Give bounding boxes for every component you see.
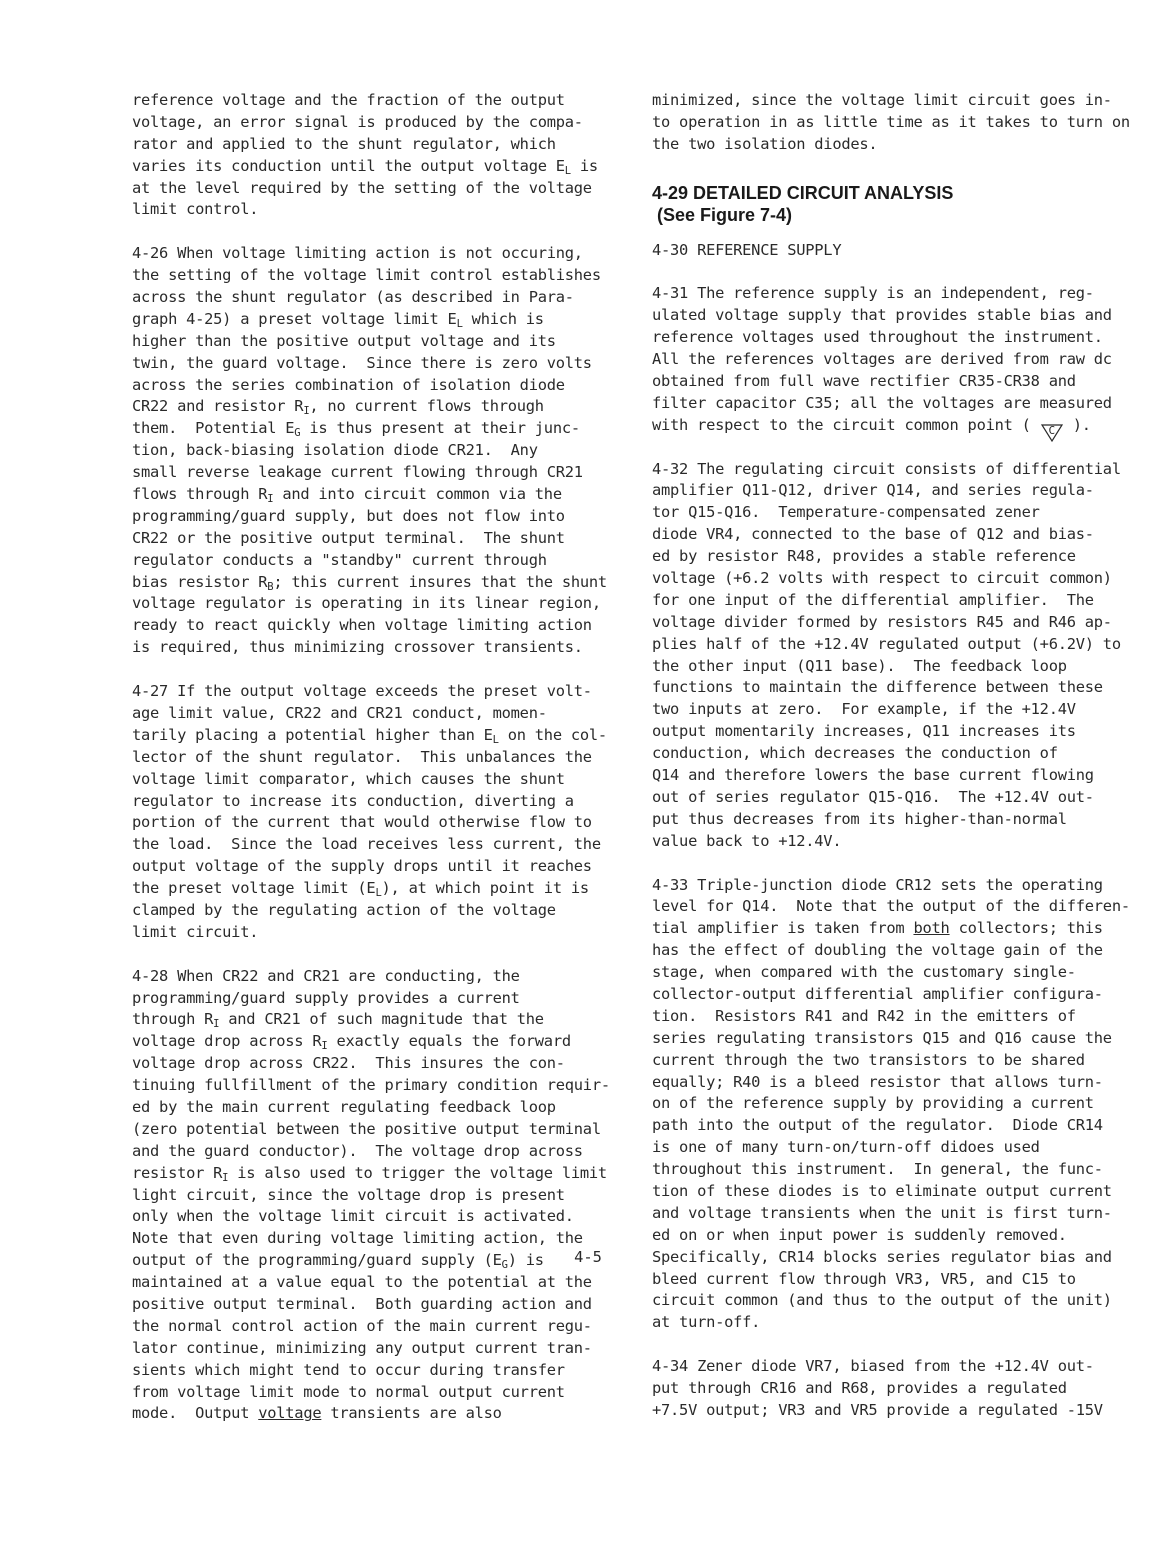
right-column-line: current through the two transistors to be shared <box>652 1050 1085 1069</box>
left-column-line: twin, the guard voltage. Since there is zero volts <box>132 353 592 372</box>
right-column-line: 4-30 REFERENCE SUPPLY <box>652 240 842 259</box>
right-column-line: reference voltages used throughout the instrument. <box>652 328 1103 347</box>
left-column-line: 4-28 When CR22 and CR21 are conducting, the <box>132 966 520 985</box>
left-column-line: (zero potential between the positive output terminal <box>132 1119 601 1138</box>
left-column-line: through $R_I$ and CR21 of such magnitude that the <box>132 1010 544 1031</box>
left-column-line: is required, thus minimizing crossover transients. <box>132 638 583 657</box>
right-column-line: with respect to the circuit common point ( C ). <box>652 415 1144 437</box>
left-column-line: regulator conducts a "standby" current through <box>132 550 547 569</box>
section-heading <box>652 182 1144 226</box>
left-column-line: flows through $R_I$ and into circuit common via the <box>132 485 562 506</box>
right-column-line: tion of these diodes is to eliminate output current <box>652 1181 1112 1200</box>
right-column-line: path into the output of the regulator. Diode CR14 <box>652 1116 1103 1135</box>
right-column-line: has the effect of doubling the voltage gain of the <box>652 941 1103 960</box>
left-column-line: higher than the positive output voltage and its <box>132 331 556 350</box>
left-column-line: at the level required by the setting of the voltage <box>132 178 592 197</box>
right-column-line: conduction, which decreases the conduction of <box>652 744 1058 763</box>
right-column-line: 4-31 The reference supply is an independent, reg- <box>652 284 1094 303</box>
left-column-line: and the guard conductor). The voltage drop across <box>132 1141 583 1160</box>
left-column-line: portion of the current that would otherwise flow to <box>132 813 592 832</box>
right-column-line: voltage (+6.2 volts with respect to circuit common) <box>652 569 1112 588</box>
left-column-line: output voltage of the supply drops until it reaches <box>132 857 592 876</box>
left-column-line: only when the voltage limit circuit is activated. <box>132 1207 574 1226</box>
right-column-line: functions to maintain the difference between these <box>652 678 1103 697</box>
right-column-line: value back to +12.4V. <box>652 831 842 850</box>
right-intro-line: the two isolation diodes. <box>652 134 878 153</box>
left-column-line: resistor $R_I$ is also used to trigger the voltage limit <box>132 1163 607 1184</box>
left-column-line: limit control. <box>132 200 259 219</box>
left-column-line: clamped by the regulating action of the voltage <box>132 900 556 919</box>
right-column-line: output momentarily increases, Q11 increases its <box>652 722 1076 741</box>
page-number: 4-5 <box>574 1248 602 1266</box>
left-column-line: CR22 and resistor $R_I$, no current flows through <box>132 397 544 418</box>
right-column-line: put thus decreases from its higher-than-normal <box>652 809 1067 828</box>
right-column-line: All the references voltages are derived from raw dc <box>652 350 1112 369</box>
right-column-line: collector-output differential amplifier configura- <box>652 984 1103 1003</box>
right-intro-line: to operation in as little time as it takes to turn on <box>652 112 1130 131</box>
left-column-line: voltage regulator is operating in its linear region, <box>132 594 601 613</box>
right-column-line: 4-34 Zener diode VR7, biased from the +12.4V out- <box>652 1357 1094 1376</box>
right-column-line: tial amplifier is taken from both collectors; this <box>652 919 1103 938</box>
left-column-line: 4-26 When voltage limiting action is not occuring, <box>132 244 583 263</box>
right-column-line: 4-33 Triple-junction diode CR12 sets the operating <box>652 875 1103 894</box>
left-column-line: lector of the shunt regulator. This unbalances the <box>132 747 592 766</box>
left-column-line: output of the programming/guard supply $(E_G)$ is <box>132 1251 544 1272</box>
right-column-line <box>652 853 1144 875</box>
right-column-line <box>652 437 1144 459</box>
left-column-line: sients which might tend to occur during transfer <box>132 1360 565 1379</box>
left-column-line: mode. Output voltage transients are also <box>132 1404 502 1423</box>
right-column-intro <box>652 90 1144 156</box>
right-column-line: tion. Resistors R41 and R42 in the emitters of <box>652 1006 1076 1025</box>
left-column-line <box>132 659 622 681</box>
right-column-line: equally; R40 is a bleed resistor that allows turn- <box>652 1072 1103 1091</box>
right-column-line: Q14 and therefore lowers the base current flowing <box>652 766 1094 785</box>
left-column-line: positive output terminal. Both guarding action and <box>132 1294 592 1313</box>
left-column-line: from voltage limit mode to normal output current <box>132 1382 565 1401</box>
right-column-line: +7.5V output; VR3 and VR5 provide a regulated -15V <box>652 1400 1103 1419</box>
right-column-line: put through CR16 and R68, provides a regulated <box>652 1378 1067 1397</box>
left-column-line: limit circuit. <box>132 922 259 941</box>
left-column-line: age limit value, CR22 and CR21 conduct, momen- <box>132 703 547 722</box>
right-column-line: bleed current flow through VR3, VR5, and C15 to <box>652 1269 1076 1288</box>
left-column-line: ready to react quickly when voltage limiting action <box>132 616 592 635</box>
right-column-line: out of series regulator Q15-Q16. The +12.4V out- <box>652 787 1094 806</box>
right-intro-line: minimized, since the voltage limit circuit goes in- <box>652 91 1112 109</box>
left-column-line: varies its conduction until the output voltage $E_L$ is <box>132 156 598 177</box>
left-column-line: across the shunt regulator (as described in Para- <box>132 288 574 307</box>
right-column-line: at turn-off. <box>652 1313 761 1332</box>
right-column-line: and voltage transients when the unit is first turn- <box>652 1203 1112 1222</box>
left-column-line: small reverse leakage current flowing through CR21 <box>132 463 583 482</box>
right-column-line: ulated voltage supply that provides stable bias and <box>652 306 1112 325</box>
right-column-line: on of the reference supply by providing a current <box>652 1094 1094 1113</box>
right-column-line: Specifically, CR14 blocks series regulator bias and <box>652 1247 1112 1266</box>
left-column-line: voltage, an error signal is produced by the compa- <box>132 112 583 131</box>
heading-subtitle: (See Figure 7-4) <box>652 204 793 225</box>
left-column-line: the setting of the voltage limit control establishes <box>132 266 601 285</box>
left-column-line: the normal control action of the main current regu- <box>132 1316 592 1335</box>
left-column-line: programming/guard supply provides a current <box>132 988 520 1007</box>
right-column-line: series regulating transistors Q15 and Q16 cause the <box>652 1028 1112 1047</box>
right-column-line: ed by resistor R48, provides a stable reference <box>652 547 1076 566</box>
right-column-body <box>652 240 1144 1422</box>
left-column-line: ed by the main current regulating feedback loop <box>132 1097 556 1116</box>
left-column-line: them. Potential $E_G$ is thus present at their junc- <box>132 419 580 440</box>
left-column-line: maintained at a value equal to the potential at the <box>132 1273 592 1292</box>
right-column-line <box>652 262 1144 284</box>
right-column-line: tor Q15-Q16. Temperature-compensated zener <box>652 503 1040 522</box>
left-column-line: voltage limit comparator, which causes the shunt <box>132 769 565 788</box>
left-column-line: rator and applied to the shunt regulator, which <box>132 134 556 153</box>
left-column-line: voltage drop across $R_I$ exactly equals the forward <box>132 1032 571 1053</box>
right-column-line: 4-32 The regulating circuit consists of differential <box>652 459 1121 478</box>
left-column-line: bias resistor $R_B$; this current insures that the shunt <box>132 572 607 593</box>
left-column-line: reference voltage and the fraction of the output <box>132 91 565 109</box>
right-column-line: circuit common (and thus to the output of the unit) <box>652 1291 1112 1310</box>
right-column-line: two inputs at zero. For example, if the +12.4V <box>652 700 1076 719</box>
left-column-line: across the series combination of isolation diode <box>132 375 565 394</box>
left-column-line: programming/guard supply, but does not flow into <box>132 506 565 525</box>
left-column-line: tarily placing a potential higher than $E_L$ on the col- <box>132 725 607 746</box>
right-column-line: throughout this instrument. In general, the func- <box>652 1160 1103 1179</box>
left-column-line: voltage drop across CR22. This insures the con- <box>132 1054 565 1073</box>
left-column-line: the preset voltage limit $(E_L)$, at which point it is <box>132 879 589 900</box>
right-column-line: diode VR4, connected to the base of Q12 and bias- <box>652 525 1094 544</box>
left-column-line: tinuing fullfillment of the primary condition requir- <box>132 1076 610 1095</box>
right-column-line: the other input (Q11 base). The feedback loop <box>652 656 1067 675</box>
right-column-line: stage, when compared with the customary single- <box>652 963 1076 982</box>
circuit-common-symbol-icon: C <box>1040 424 1064 442</box>
left-column-line: the load. Since the load receives less current, the <box>132 835 601 854</box>
left-column-line: lator continue, minimizing any output current tran- <box>132 1338 592 1357</box>
left-column-line <box>132 944 622 966</box>
left-column-line: light circuit, since the voltage drop is present <box>132 1185 565 1204</box>
left-column-line: 4-27 If the output voltage exceeds the preset volt- <box>132 682 592 701</box>
right-column-line: ed on or when input power is suddenly removed. <box>652 1225 1067 1244</box>
right-column <box>652 90 1144 1422</box>
right-column-line: level for Q14. Note that the output of the differen- <box>652 897 1130 916</box>
left-column-line <box>132 221 622 243</box>
left-column-line: graph 4-25) a preset voltage limit $E_L$ which is <box>132 309 544 330</box>
right-column-line: voltage divider formed by resistors R45 and R46 ap- <box>652 612 1112 631</box>
right-column-line: is one of many turn-on/turn-off didoes used <box>652 1138 1040 1157</box>
heading-title: 4-29 DETAILED CIRCUIT ANALYSIS <box>652 182 954 203</box>
left-column-line: regulator to increase its conduction, diverting a <box>132 791 574 810</box>
left-column-line: CR22 or the positive output terminal. The shunt <box>132 528 565 547</box>
left-column <box>132 90 622 1425</box>
left-column-line: Note that even during voltage limiting action, the <box>132 1229 583 1248</box>
right-column-line: for one input of the differential amplifier. The <box>652 590 1094 609</box>
right-column-line <box>652 1334 1144 1356</box>
right-column-line: obtained from full wave rectifier CR35-CR38 and <box>652 372 1076 391</box>
right-column-line: plies half of the +12.4V regulated output (+6.2V) to <box>652 634 1121 653</box>
right-column-line: filter capacitor C35; all the voltages are measured <box>652 393 1112 412</box>
right-column-line: amplifier Q11-Q12, driver Q14, and series regula- <box>652 481 1094 500</box>
left-column-line: tion, back-biasing isolation diode CR21. Any <box>132 441 538 460</box>
